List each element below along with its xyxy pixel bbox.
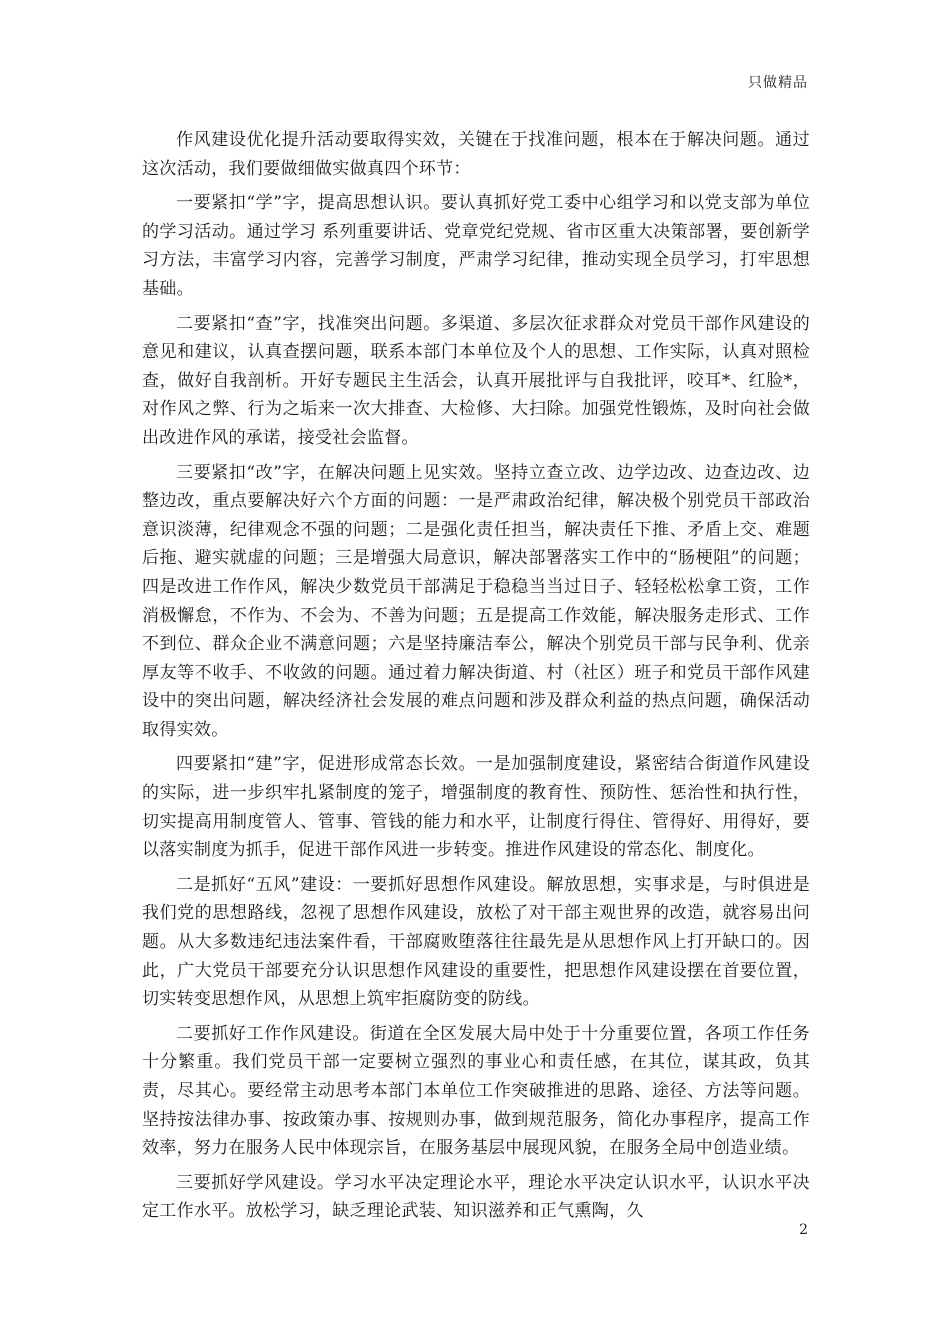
paragraph-work-style: 二要抓好工作作风建设。街道在全区发展大局中处于十分重要位置，各项工作任务十分繁重。我们党员干部一定要树立强烈的事业心和责任感，在其位，谋其政，负其责，尽其心。要经常主动思考本部门本单位工作突破推进的思路、途径、方法等问题。坚持按法律办事、按政策办事、按规则办事，做到规范服务，简化办事程序，提高工作效率，努力在服务人民中体现宗旨，在服务基层中展现风貌，在服务全局中创造业绩。	[142, 1023, 810, 1159]
paragraph-five-styles: 二是抓好“五风”建设：一要抓好思想作风建设。解放思想，实事求是，与时俱进是我们党的思想路线，忽视了思想作风建设，放松了对干部主观世界的改造，就容易出问题。从大多数违纪违法案件看，干部腐败堕落往往最先是从思想作风上打开缺口的。因此，广大党员干部要充分认识思想作风建设的重要性，把思想作风建设摆在首要位置，切实转变思想作风，从思想上筑牢拒腐防变的防线。	[142, 874, 810, 1010]
header-note: 只做精品	[748, 75, 808, 91]
page-number: 2	[799, 1222, 808, 1238]
document-body	[142, 126, 810, 1232]
paragraph-study-style: 三要抓好学风建设。学习水平决定理论水平，理论水平决定认识水平，认识水平决定工作水平。放松学习，缺乏理论武装、知识滋养和正气熏陶，久	[142, 1172, 810, 1222]
paragraph-check: 二要紧扣“查”字，找准突出问题。多渠道、多层次征求群众对党员干部作风建设的意见和建议，认真查摆问题，联系本部门本单位及个人的思想、工作实际，认真对照检查，做好自我剖析。开好专题民主生活会，认真开展批评与自我批评，咬耳*、红脸*，对作风之弊、行为之垢来一次大排查、大检修、大扫除。加强党性锻炼，及时向社会做出改进作风的承诺，接受社会监督。	[142, 313, 810, 448]
paragraph-intro: 作风建设优化提升活动要取得实效，关键在于找准问题，根本在于解决问题。通过这次活动，我们要做细做实做真四个环节：	[142, 130, 810, 179]
paragraph-reform: 三要紧扣“改”字，在解决问题上见实效。坚持立查立改、边学边改、边查边改、边整边改，重点要解决好六个方面的问题：一是严肃政治纪律，解决极个别党员干部政治意识淡薄，纪律观念不强的问题；二是强化责任担当，解决责任下推、矛盾上交、难题后拖、避实就虚的问题；三是增强大局意识，解决部署落实工作中的“肠梗阻”的问题；四是改进工作作风，解决少数党员干部满足于稳稳当当过日子、轻轻松松拿工资，工作消极懈怠，不作为、不会为、不善为问题；五是提高工作效能，解决服务走形式、工作不到位、群众企业不满意问题；六是坚持廉洁奉公，解决个别党员干部与民争利、优亲厚友等不收手、不收敛的问题。通过着力解决街道、村（社区）班子和党员干部作风建设中的突出问题，解决经济社会发展的难点问题和涉及群众利益的热点问题，确保活动取得实效。	[142, 462, 810, 740]
paragraph-build: 四要紧扣“建”字，促进形成常态长效。一是加强制度建设，紧密结合街道作风建设的实际，进一步织牢扎紧制度的笼子，增强制度的教育性、预防性、惩治性和执行性，切实提高用制度管人、管事、管钱的能力和水平，让制度行得住、管得好、用得好，要以落实制度为抓手，促进干部作风进一步转变。推进作风建设的常态化、制度化。	[142, 754, 810, 861]
paragraph-study: 一要紧扣“学”字，提高思想认识。要认真抓好党工委中心组学习和以党支部为单位的学习活动。通过学习 系列重要讲话、党章党纪党规、省市区重大决策部署，要创新学习方法，丰富学习内容，完善学习制度，严肃学习纪律，推动实现全员学习，打牢思想基础。	[142, 193, 810, 299]
